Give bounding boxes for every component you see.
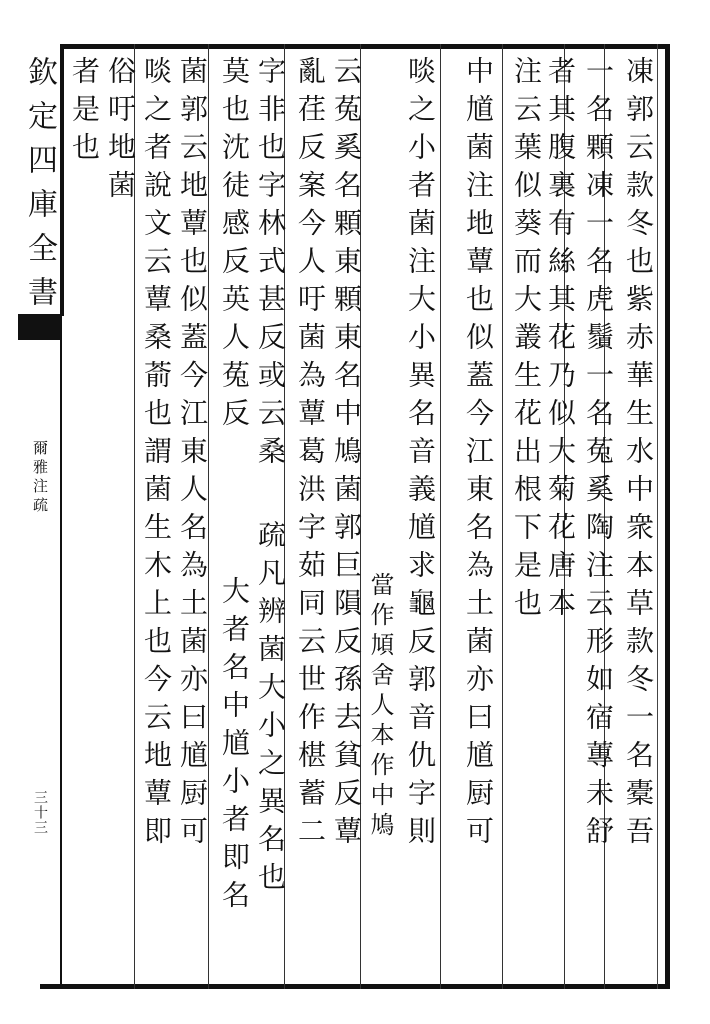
- text-column-3: 者其腹裏有絲其花乃似大菊花唐本: [544, 56, 577, 626]
- text-column-4: 注云葉似葵而大叢生花出根下是也: [510, 56, 543, 626]
- text-column-5: 中馗菌注地蕈也似蓋今江東名為土菌亦曰馗厨可: [462, 56, 495, 854]
- text-column-6b: 當作頄舍人本作中鳩: [366, 572, 394, 842]
- right-border: [665, 44, 670, 989]
- text-column-10: 莫也沈徒感反英人菟反: [218, 56, 251, 436]
- margin-border-line: [60, 44, 62, 989]
- page-number: 三十三: [32, 790, 48, 835]
- book-title: 爾雅注疏: [31, 440, 49, 516]
- column-rule: [440, 44, 441, 989]
- text-column-9: 字非也字林式甚反或云桑: [254, 56, 287, 474]
- column-rule: [502, 44, 503, 989]
- text-column-6: 啖之小者菌注大小異名音義馗求龜反郭音仇字則: [404, 56, 437, 854]
- text-column-7: 云菟奚名顆東顆東名中鳩菌郭巨隕反孫去貧反蕈: [330, 56, 363, 854]
- text-column-16: 者是也: [68, 56, 101, 170]
- text-column-13: 菌郭云地蕈也似蓋今江東人名為土菌亦曰馗厨可: [176, 56, 209, 854]
- text-column-1: 凍郭云款冬也紫赤華生水中衆本草款冬一名橐吾: [622, 56, 655, 854]
- text-column-15: 俗吁地菌: [104, 56, 137, 208]
- text-column-14: 啖之者說文云蕈桑萮也謂菌生木上也今云地蕈即: [140, 56, 173, 854]
- text-column-11: 疏凡辨菌大小之異名也: [254, 520, 287, 900]
- text-column-2: 一名顆凍一名虎鬚一名菟奚陶注云形如宿蓴未舒: [582, 56, 615, 854]
- series-title: 欽定四庫全書: [22, 56, 57, 320]
- text-column-8: 亂荏反案今人吁菌為蕈葛洪字茹同云世作椹蓄二: [294, 56, 327, 854]
- text-column-12: 大者名中馗小者即名: [218, 576, 251, 918]
